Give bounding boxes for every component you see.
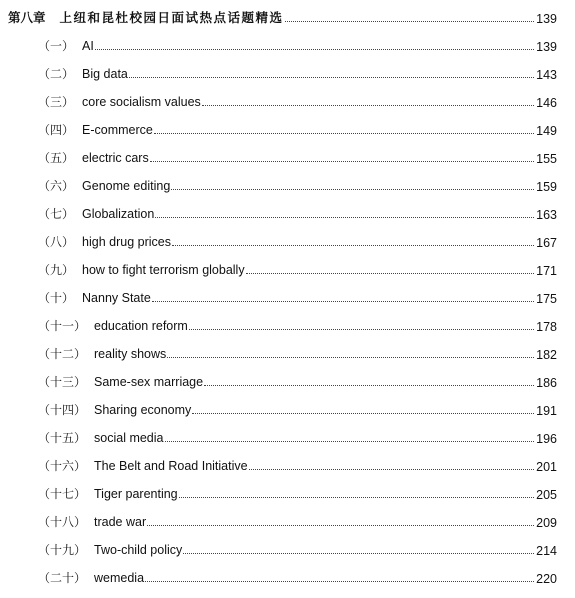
section-page-number: 196 xyxy=(536,432,557,446)
section-number: （九） xyxy=(38,263,75,277)
dot-leader xyxy=(145,580,534,582)
section-number: （十二） xyxy=(38,347,87,361)
section-title: Tiger parenting xyxy=(94,487,178,501)
dot-leader xyxy=(189,328,534,330)
section-title: The Belt and Road Initiative xyxy=(94,459,248,473)
section-page-number: 143 xyxy=(536,68,557,82)
section-title: reality shows xyxy=(94,347,167,361)
dot-leader xyxy=(155,216,534,218)
section-number: （四） xyxy=(38,123,75,137)
section-title: electric cars xyxy=(82,151,149,165)
section-page-number: 171 xyxy=(536,264,557,278)
section-page-number: 182 xyxy=(536,348,557,362)
section-label xyxy=(38,261,245,282)
section-number: （十） xyxy=(38,291,75,305)
section-page-number: 159 xyxy=(536,180,557,194)
toc-section-entry[interactable] xyxy=(0,170,575,198)
section-number: （十九） xyxy=(38,543,87,557)
section-page-number: 205 xyxy=(536,488,557,502)
section-page-number: 155 xyxy=(536,152,557,166)
toc-section-entry[interactable] xyxy=(0,366,575,394)
toc-section-entry[interactable] xyxy=(0,394,575,422)
section-label xyxy=(38,373,203,394)
section-number: （十七） xyxy=(38,487,87,501)
dot-leader xyxy=(167,356,534,358)
section-label xyxy=(38,177,170,198)
section-label xyxy=(38,429,164,450)
dot-leader xyxy=(171,188,534,190)
toc-section-entry[interactable] xyxy=(0,58,575,86)
section-number: （三） xyxy=(38,95,75,109)
section-title: Two-child policy xyxy=(94,543,183,557)
toc-section-entry[interactable] xyxy=(0,226,575,254)
section-title: AI xyxy=(82,39,94,53)
section-number: （十三） xyxy=(38,375,87,389)
section-page-number: 209 xyxy=(536,516,557,530)
section-title: high drug prices xyxy=(82,235,171,249)
section-page-number: 139 xyxy=(536,40,557,54)
section-label xyxy=(38,93,201,114)
section-page-number: 163 xyxy=(536,208,557,222)
dot-leader xyxy=(147,524,534,526)
dot-leader xyxy=(150,160,534,162)
section-page-number: 149 xyxy=(536,124,557,138)
section-title: core socialism values xyxy=(82,95,201,109)
section-label xyxy=(38,37,94,58)
section-title: Nanny State xyxy=(82,291,151,305)
dot-leader xyxy=(165,440,535,442)
section-title: education reform xyxy=(94,319,188,333)
section-label xyxy=(38,569,144,590)
section-label xyxy=(38,149,149,170)
section-page-number: 186 xyxy=(536,376,557,390)
section-number: （十四） xyxy=(38,403,87,417)
section-number: （二十） xyxy=(38,571,87,585)
dot-leader xyxy=(192,412,534,414)
toc-section-entry[interactable] xyxy=(0,450,575,478)
section-label xyxy=(38,485,178,506)
chapter-number: 第八章 xyxy=(8,10,46,25)
section-title: E-commerce xyxy=(82,123,153,137)
toc-chapter-entry[interactable] xyxy=(0,0,575,30)
section-title: Same-sex marriage xyxy=(94,375,204,389)
section-title: trade war xyxy=(94,515,147,529)
section-page-number: 191 xyxy=(536,404,557,418)
section-title: social media xyxy=(94,431,164,445)
section-title: Sharing economy xyxy=(94,403,192,417)
section-title: how to fight terrorism globally xyxy=(82,263,245,277)
toc-section-entry[interactable] xyxy=(0,534,575,562)
dot-leader xyxy=(246,272,535,274)
dot-leader xyxy=(183,552,534,554)
toc-section-entry[interactable] xyxy=(0,478,575,506)
section-label xyxy=(38,65,128,86)
section-number: （七） xyxy=(38,207,75,221)
section-title: Big data xyxy=(82,67,128,81)
section-page-number: 220 xyxy=(536,572,557,586)
section-page-number: 146 xyxy=(536,96,557,110)
dot-leader xyxy=(285,20,535,22)
section-number: （十一） xyxy=(38,319,87,333)
toc-section-entry[interactable] xyxy=(0,310,575,338)
section-page-number: 175 xyxy=(536,292,557,306)
section-number: （二） xyxy=(38,67,75,81)
toc-section-entry[interactable] xyxy=(0,562,575,590)
dot-leader xyxy=(202,104,534,106)
section-page-number: 167 xyxy=(536,236,557,250)
section-label xyxy=(38,401,191,422)
section-label xyxy=(38,233,171,254)
dot-leader xyxy=(172,244,534,246)
section-title: Genome editing xyxy=(82,179,171,193)
section-label xyxy=(38,513,146,534)
section-label xyxy=(38,289,151,310)
section-page-number: 201 xyxy=(536,460,557,474)
section-label xyxy=(38,317,188,338)
section-page-number: 178 xyxy=(536,320,557,334)
section-number: （十八） xyxy=(38,515,87,529)
section-label xyxy=(38,345,166,366)
dot-leader xyxy=(95,48,534,50)
section-number: （八） xyxy=(38,235,75,249)
chapter-label xyxy=(8,8,284,30)
section-number: （五） xyxy=(38,151,75,165)
toc-section-entry[interactable] xyxy=(0,30,575,58)
dot-leader xyxy=(129,76,534,78)
chapter-page-number: 139 xyxy=(536,12,557,26)
dot-leader xyxy=(204,384,534,386)
section-number: （一） xyxy=(38,39,75,53)
toc-section-entry[interactable] xyxy=(0,198,575,226)
dot-leader xyxy=(249,468,535,470)
toc-section-entry[interactable] xyxy=(0,282,575,310)
section-title: Globalization xyxy=(82,207,155,221)
toc-section-entry[interactable] xyxy=(0,114,575,142)
section-title: wemedia xyxy=(94,571,145,585)
toc-section-entry[interactable] xyxy=(0,142,575,170)
toc-section-entry[interactable] xyxy=(0,422,575,450)
section-number: （六） xyxy=(38,179,75,193)
section-number: （十六） xyxy=(38,459,87,473)
toc-section-entry[interactable] xyxy=(0,338,575,366)
toc-section-entry[interactable] xyxy=(0,86,575,114)
section-label xyxy=(38,121,153,142)
dot-leader xyxy=(154,132,534,134)
section-page-number: 214 xyxy=(536,544,557,558)
chapter-title: 上纽和昆杜校园日面试热点话题精选 xyxy=(59,10,284,25)
dot-leader xyxy=(152,300,534,302)
section-number: （十五） xyxy=(38,431,87,445)
dot-leader xyxy=(179,496,535,498)
toc-section-entry[interactable] xyxy=(0,254,575,282)
section-label xyxy=(38,457,248,478)
section-label xyxy=(38,205,154,226)
section-label xyxy=(38,541,182,562)
toc-section-entry[interactable] xyxy=(0,506,575,534)
